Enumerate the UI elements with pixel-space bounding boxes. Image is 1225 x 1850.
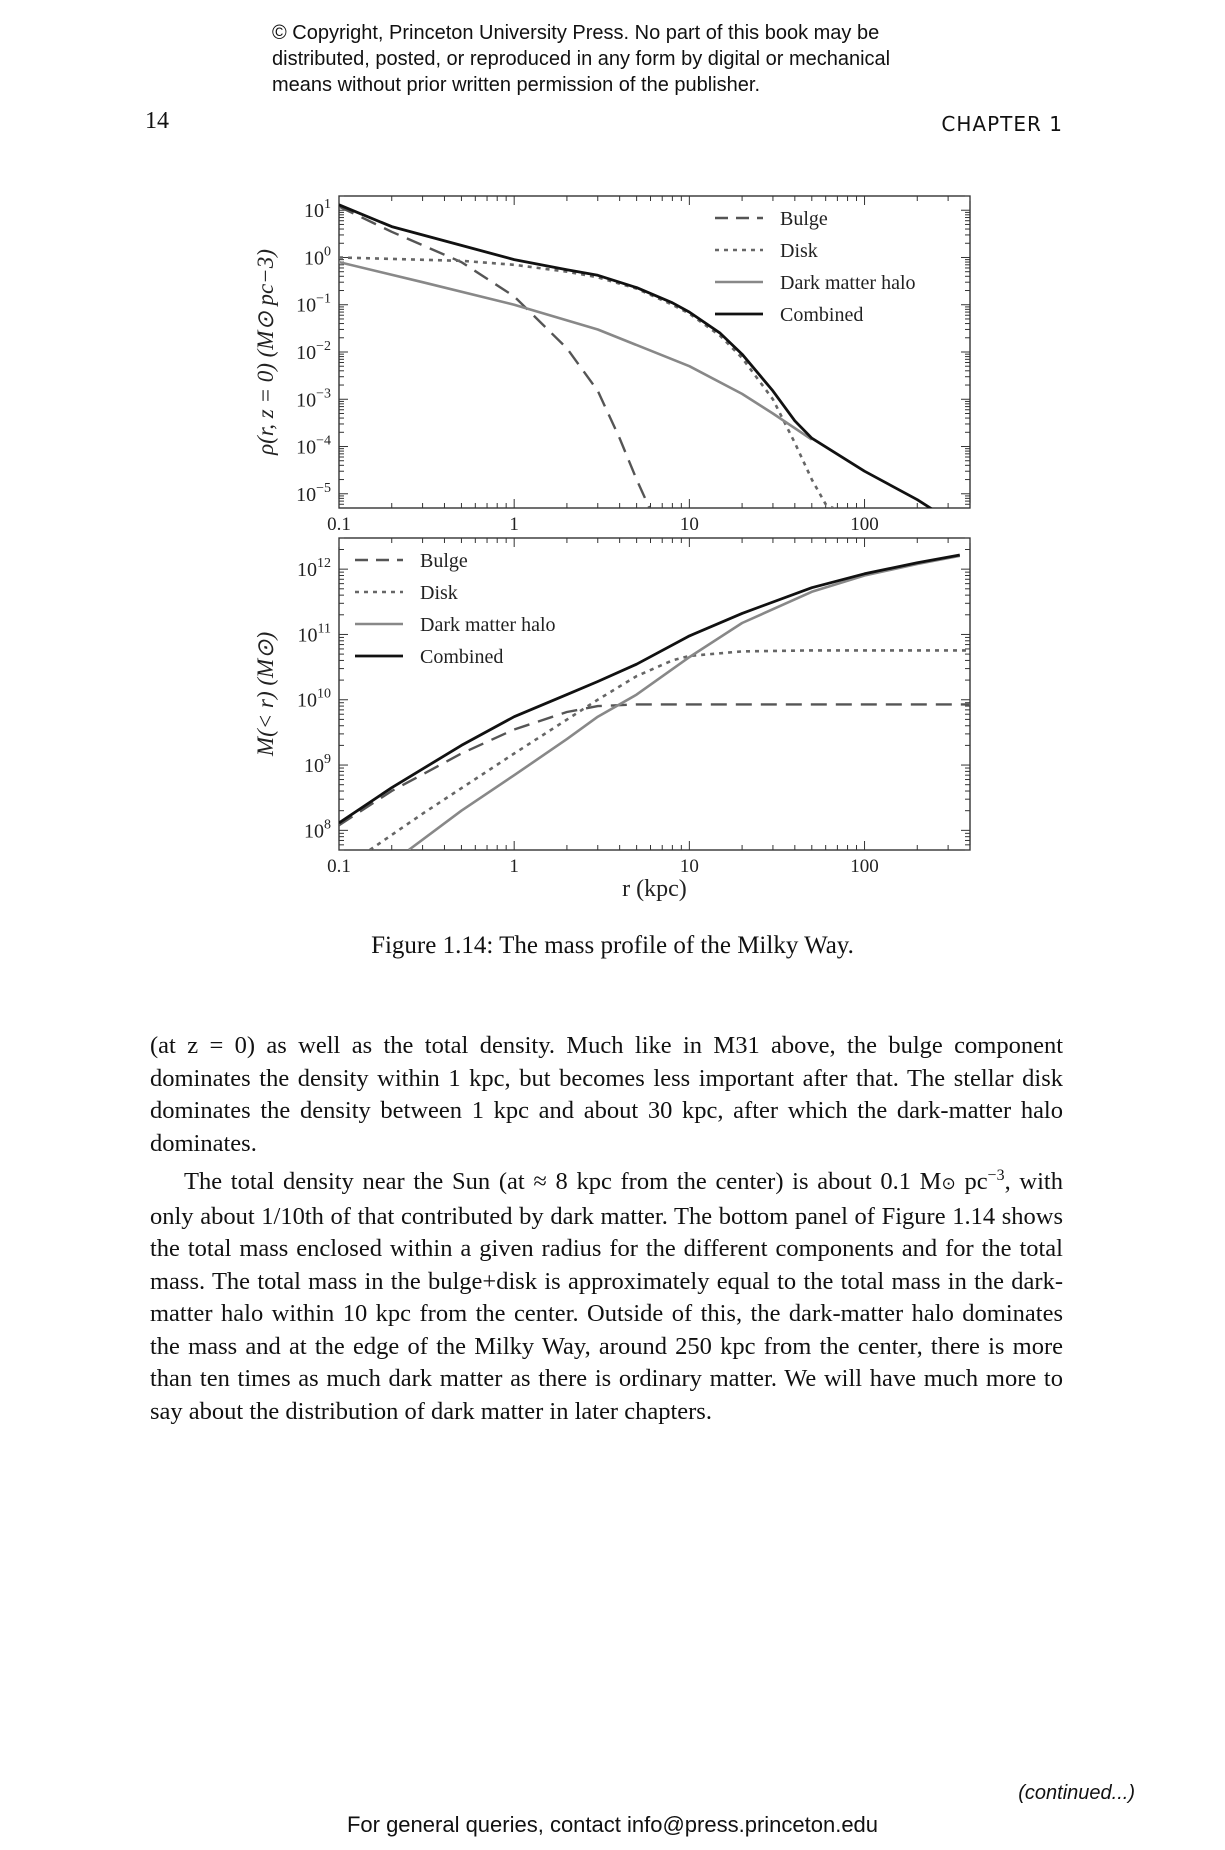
chart-panel-bottom [253,538,970,902]
y-tick-label [296,386,331,411]
series-line-combined [339,205,960,527]
y-tick-label [304,197,331,222]
legend [715,208,916,326]
figure-caption: Figure 1.14: The mass profile of the Milky Way. [371,932,854,959]
y-tick-exponent: 11 [317,621,331,637]
y-tick-exponent: −5 [316,480,331,496]
y-tick-label [304,244,331,269]
series-group [339,205,960,527]
y-tick-base: 10 [304,200,324,223]
sun-symbol: ⊙ [941,1174,956,1194]
y-tick-base: 10 [297,559,317,582]
y-tick-base: 10 [304,755,324,778]
y-tick-base: 10 [297,624,318,647]
y-tick-exponent: −1 [316,291,331,307]
copyright-notice: © Copyright, Princeton University Press. No part of this book may be distributed, posted, or reproduced in any form by digital or mechanical means without prior written permission of the publisher. [272,22,891,96]
y-tick-label [296,292,331,317]
y-axis-label: M(< r) (M⊙) [253,631,278,757]
y-tick-label [304,752,331,777]
legend-label: Disk [780,240,818,262]
y-axis-label: ρ(r, z = 0) (M⊙ pc−3) [253,249,278,455]
y-tick-base: 10 [304,820,324,843]
y-tick-label [296,339,331,364]
y-tick-label [297,556,331,581]
y-tick-base: 10 [296,294,317,317]
parsec-unit: pc [955,1168,988,1196]
x-tick-label: 1 [509,856,519,877]
paragraph-2-start: The total density near the Sun (at ≈ 8 kpc from the center) is about 0.1 M [184,1168,942,1196]
chart-panel-top [253,196,970,535]
legend-label: Dark matter halo [420,614,556,636]
y-tick-exponent: 0 [324,244,331,260]
chapter-label: CHAPTER 1 [941,112,1063,136]
series-line-dark-matter-halo [409,556,960,850]
y-tick-exponent: 12 [317,556,331,572]
x-tick-label: 0.1 [327,514,351,535]
legend-label: Disk [420,582,458,604]
y-tick-label [297,687,331,712]
y-tick-exponent: −4 [316,433,331,449]
series-line-bulge [339,207,651,511]
x-tick-label: 1 [509,514,519,535]
x-axis-label: r (kpc) [622,876,687,902]
x-tick-label: 100 [850,856,879,877]
y-tick-exponent: 9 [324,752,331,768]
y-tick-base: 10 [296,389,317,412]
y-tick-label [296,481,331,506]
continued-note: (continued...) [1018,1782,1135,1804]
paragraph-2 [150,1160,1063,1428]
legend [355,550,556,668]
y-tick-exponent: 8 [324,817,331,833]
paragraph-2-rest: , with only about 1/10th of that contributed by dark matter. The bottom panel of Figure 1.14 shows the total mass enclosed within a given radius for the different components and for the total mass. The total mass in the bulge+disk is approximately equal to the total mass in the dark-matter halo within 10 kpc from the center. Outside of this, the dark-matter halo dominates the mass and at the edge of the Milky Way, around 250 kpc from the center, there is more than ten times as much dark matter as there is ordinary matter. We will have much more to say about the distribution of dark matter in later chapters. [150,1168,1063,1425]
y-tick-base: 10 [296,483,317,506]
unit-exponent: −3 [987,1167,1005,1184]
y-tick-exponent: −3 [316,386,331,402]
legend-label: Bulge [780,208,828,230]
x-tick-label: 10 [679,514,699,535]
y-tick-base: 10 [304,247,324,270]
y-tick-exponent: −2 [316,339,331,354]
y-tick-base: 10 [296,436,317,459]
y-tick-base: 10 [296,342,317,364]
legend-label: Dark matter halo [780,272,916,294]
legend-label: Combined [780,304,864,326]
series-line-disk [370,650,970,850]
x-tick-label: 0.1 [327,856,351,877]
legend-label: Combined [420,646,504,668]
y-tick-label [296,434,331,459]
legend-label: Bulge [420,550,468,572]
paragraph-1: (at z = 0) as well as the total density. Much like in M31 above, the bulge component dominates the density within 1 kpc, but becomes less important after that. The stellar disk dominates the density between 1 kpc and about 30 kpc, after which the dark-matter halo dominates. [150,1032,1063,1157]
y-tick-base: 10 [297,689,317,712]
y-tick-exponent: 10 [317,686,331,702]
y-tick-label [298,621,331,646]
x-tick-label: 10 [679,856,699,877]
y-tick-exponent: 1 [324,197,331,213]
series-line-bulge [339,704,970,825]
y-tick-label [304,817,331,842]
x-tick-label: 100 [850,514,879,535]
body-text [150,1030,1063,1428]
footer-contact: For general queries, contact info@press.princeton.edu [346,1812,879,1837]
series-line-dark-matter-halo [339,262,812,440]
page-number: 14 [145,108,169,134]
